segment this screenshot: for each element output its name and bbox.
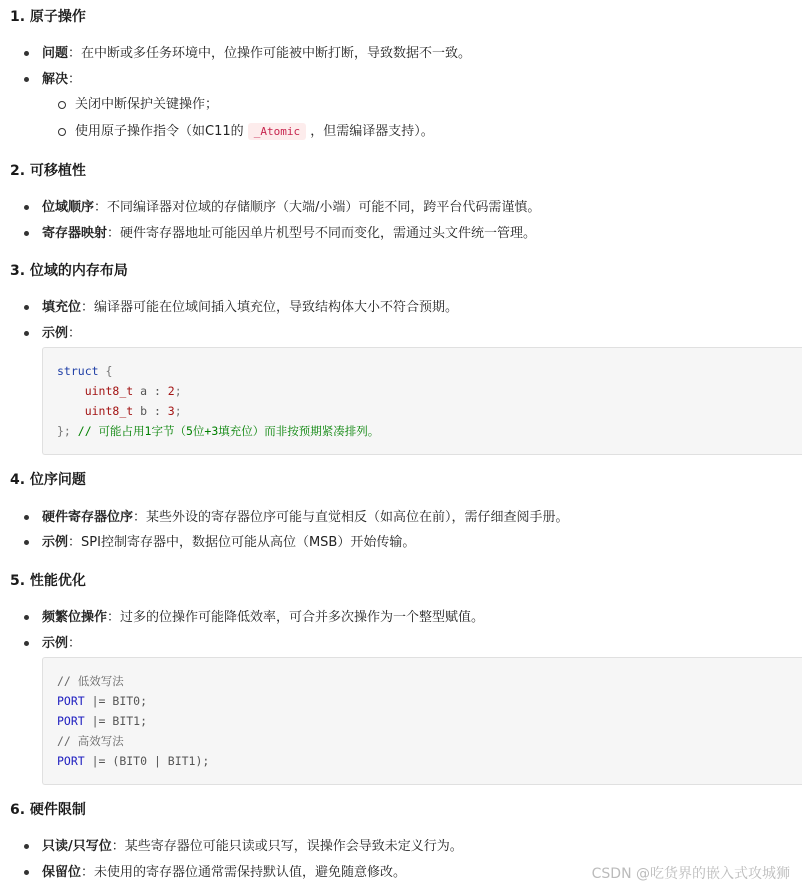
bullet-icon: [24, 540, 29, 545]
bullet-icon: [24, 205, 29, 210]
bullet-icon: [24, 615, 29, 620]
code-line: PORT |= BIT0;: [57, 694, 148, 708]
hollow-bullet-icon: [58, 101, 66, 109]
item-label: 示例: [42, 535, 69, 550]
item-text: ：在中断或多任务环境中，位操作可能被中断打断，导致数据不一致。: [68, 46, 472, 61]
item-text: ：硬件寄存器地址可能因单片机型号不同而变化，需通过头文件统一管理。: [107, 226, 537, 241]
bullet-icon: [24, 305, 29, 310]
section-2-heading: 2. 可移植性: [10, 163, 86, 179]
item-text: ：: [68, 72, 82, 87]
section-4-heading: 4. 位序问题: [10, 472, 86, 488]
item-text: ：不同编译器对位域的存储顺序（大端/小端）可能不同，跨平台代码需谨慎。: [94, 200, 541, 215]
code-line: struct {: [57, 364, 113, 378]
item-label: 只读/只写位: [42, 839, 112, 854]
item-label: 示例: [42, 326, 69, 341]
code-line: uint8_t b : 3;: [84, 404, 182, 418]
bullet-icon: [24, 870, 29, 875]
item-label: 填充位: [42, 300, 82, 315]
code-line: PORT |= BIT1;: [57, 714, 148, 728]
bullet-icon: [24, 51, 29, 56]
bullet-icon: [24, 331, 29, 336]
item-label: 位域顺序: [42, 200, 95, 215]
item-label: 问题: [42, 46, 69, 61]
section-1-heading: 1. 原子操作: [10, 9, 86, 25]
item-label: 保留位: [42, 865, 82, 880]
item-text: ：编译器可能在位域间插入填充位，导致结构体大小不符合预期。: [81, 300, 459, 315]
item-label: 频繁位操作: [42, 610, 108, 625]
item-label: 解决: [42, 72, 69, 87]
section-5-heading: 5. 性能优化: [10, 573, 86, 589]
section-6-heading: 6. 硬件限制: [10, 802, 86, 818]
section-3-heading: 3. 位域的内存布局: [10, 263, 128, 279]
code-line: uint8_t a : 2;: [84, 384, 182, 398]
code-line: // 高效写法: [57, 734, 124, 748]
code-line: PORT |= (BIT0 | BIT1);: [57, 754, 210, 768]
hollow-bullet-icon: [58, 128, 66, 136]
bullet-icon: [24, 641, 29, 646]
item-text: ：未使用的寄存器位通常需保持默认值，避免随意修改。: [81, 865, 407, 880]
item-text: ：某些外设的寄存器位序可能与直觉相反（如高位在前），需仔细查阅手册。: [133, 510, 569, 525]
watermark: CSDN @吃货界的嵌入式攻城狮: [591, 866, 790, 882]
code-line: // 低效写法: [57, 674, 124, 688]
item-text: ：过多的位操作可能降低效率，可合并多次操作为一个整型赋值。: [107, 610, 485, 625]
item-label: 示例: [42, 636, 69, 651]
item-label: 寄存器映射: [42, 226, 108, 241]
bullet-icon: [24, 844, 29, 849]
item-text: ：: [68, 326, 82, 341]
code-line: }; // 可能占用1字节（5位+3填充位）而非按预期紧凑排列。: [57, 424, 380, 438]
bullet-icon: [24, 77, 29, 82]
bullet-icon: [24, 231, 29, 236]
item-text: 使用原子操作指令（如C11的: [75, 124, 248, 139]
code-block: [42, 347, 802, 455]
item-label: 硬件寄存器位序: [42, 510, 134, 525]
code-block: [42, 657, 802, 785]
item-text: 关闭中断保护关键操作；: [75, 97, 219, 112]
item-text: ：某些寄存器位可能只读或只写，误操作会导致未定义行为。: [111, 839, 463, 854]
bullet-icon: [24, 515, 29, 520]
item-text: ，但需编译器支持）。: [306, 124, 434, 139]
item-text: ：: [68, 636, 82, 651]
inline-code: _Atomic: [248, 123, 306, 140]
item-text: ：SPI控制寄存器中，数据位可能从高位（MSB）开始传输。: [68, 535, 416, 550]
